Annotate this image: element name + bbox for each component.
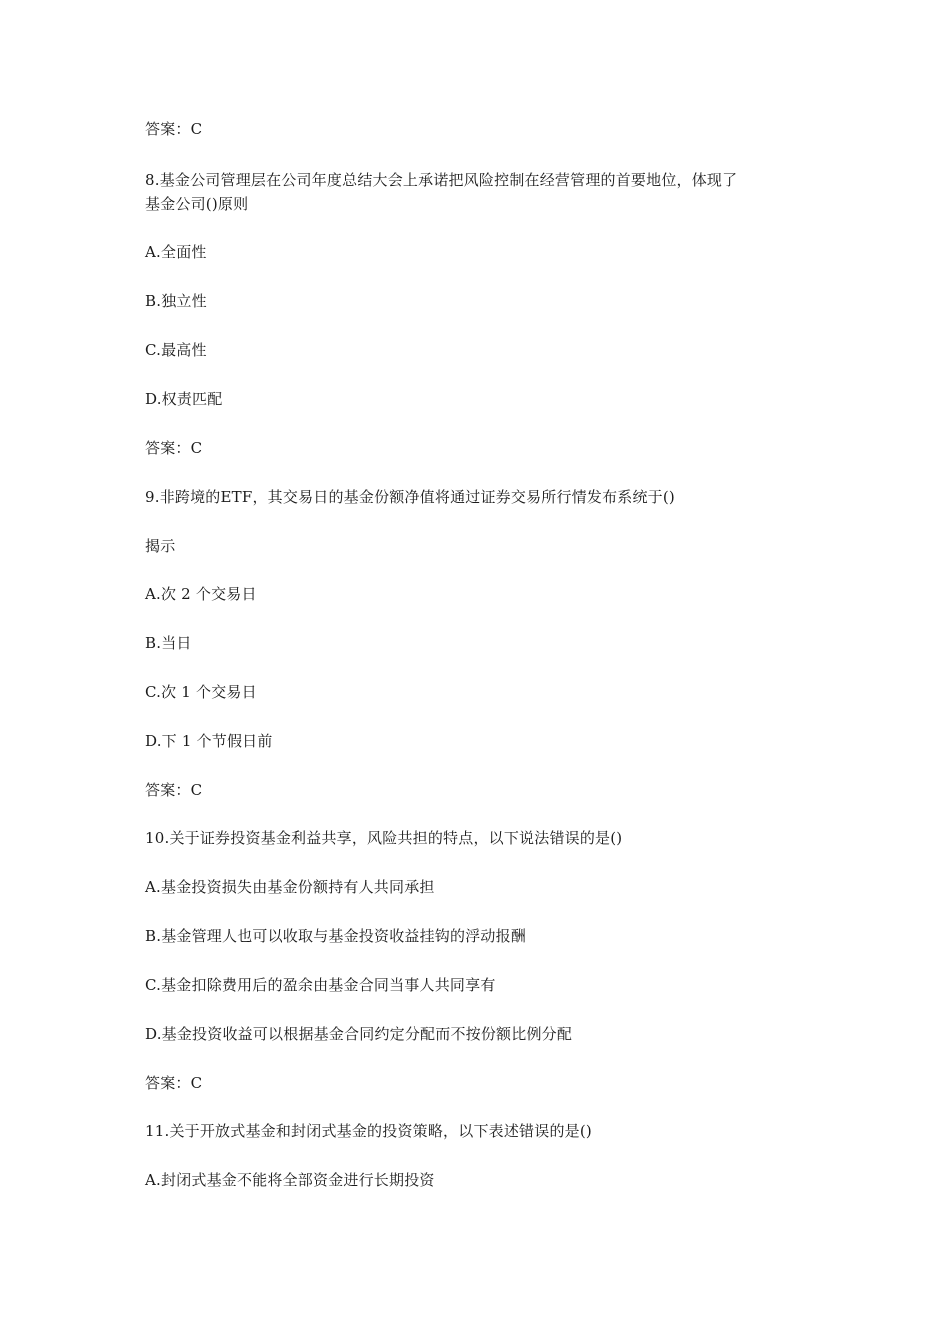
question-8-option-c: C.最高性 — [145, 341, 207, 359]
question-9-option-d: D.下 1 个节假日前 — [145, 732, 273, 750]
question-9-option-a: A.次 2 个交易日 — [145, 585, 257, 603]
answer-9: 答案：C — [145, 781, 203, 799]
question-11-option-a: A.封闭式基金不能将全部资金进行长期投资 — [145, 1171, 435, 1189]
answer-7: 答案：C — [145, 120, 203, 138]
question-8-line-1: 8.基金公司管理层在公司年度总结大会上承诺把风险控制在经营管理的首要地位，体现了 — [145, 171, 738, 189]
question-8-option-b: B.独立性 — [145, 292, 207, 310]
question-10: 10.关于证券投资基金利益共享，风险共担的特点，以下说法错误的是() — [145, 829, 623, 847]
question-8-option-a: A.全面性 — [145, 243, 207, 261]
question-10-option-b: B.基金管理人也可以收取与基金投资收益挂钩的浮动报酬 — [145, 927, 526, 945]
question-8-line-2: 基金公司()原则 — [145, 195, 249, 213]
question-10-option-a: A.基金投资损失由基金份额持有人共同承担 — [145, 878, 435, 896]
question-9-line-2: 揭示 — [145, 537, 176, 555]
question-8-option-d: D.权责匹配 — [145, 390, 223, 408]
question-10-option-d: D.基金投资收益可以根据基金合同约定分配而不按份额比例分配 — [145, 1025, 573, 1043]
question-10-option-c: C.基金扣除费用后的盈余由基金合同当事人共同享有 — [145, 976, 496, 994]
question-11: 11.关于开放式基金和封闭式基金的投资策略，以下表述错误的是() — [145, 1122, 592, 1140]
answer-10: 答案：C — [145, 1074, 203, 1092]
question-9-option-b: B.当日 — [145, 634, 192, 652]
question-9-line-1: 9.非跨境的ETF，其交易日的基金份额净值将通过证券交易所行情发布系统于() — [145, 488, 675, 506]
question-9-option-c: C.次 1 个交易日 — [145, 683, 257, 701]
answer-8: 答案：C — [145, 439, 203, 457]
